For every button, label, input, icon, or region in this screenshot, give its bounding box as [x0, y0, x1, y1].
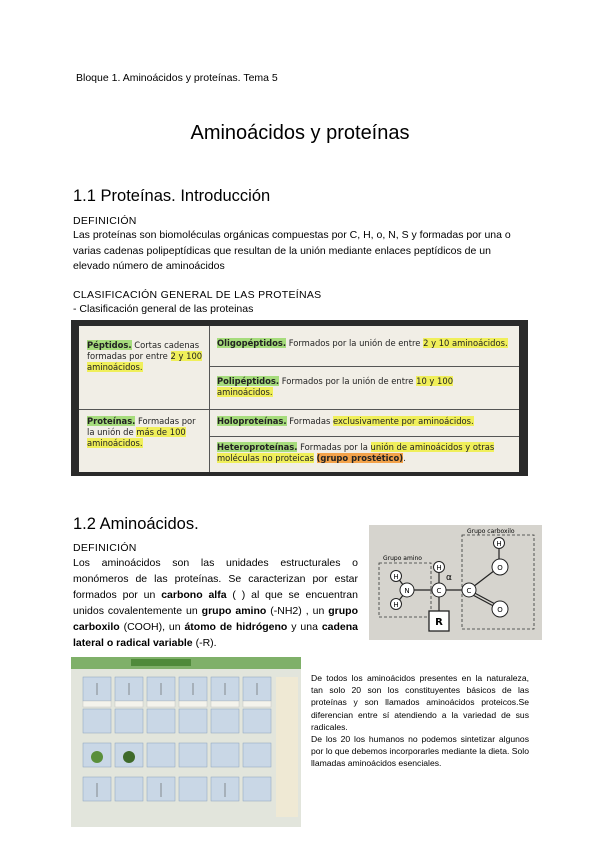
atom-r: R — [435, 617, 443, 628]
atom-c-alpha: C — [436, 587, 442, 595]
aminoacids-chart-photo — [71, 657, 301, 827]
atom-n: N — [404, 587, 410, 595]
classification-label: CLASIFICACIÓN GENERAL DE LAS PROTEÍNAS — [73, 289, 322, 301]
classification-table — [79, 326, 519, 472]
atom-h1: H — [393, 573, 399, 581]
classification-subtitle: - Clasificación general de las proteinas — [73, 303, 254, 315]
side-text-paragraph-1: De todos los aminoácidos presentes en la naturaleza, tan solo 20 son los constituyentes básicos de las proteínas y son llamados aminoácidos proteicos.Se diferencian entre sí atendiendo a la variedad de sus radicales. — [311, 673, 529, 732]
cell-holoproteinas: Holoproteínas. Formadas exclusivamente por aminoácidos. — [217, 416, 474, 426]
atom-h2: H — [393, 601, 399, 609]
section-heading-aminoacidos: 1.2 Aminoácidos. — [73, 515, 199, 533]
classification-table-photo — [71, 320, 528, 476]
section-heading-proteinas: 1.1 Proteínas. Introducción — [73, 187, 271, 205]
atom-o2: O — [497, 606, 503, 614]
cell-polipeptidos: Polipéptidos. Formados por la unión de entre 10 y 100 aminoácidos. — [217, 376, 454, 397]
aminoacid-structure-photo — [369, 525, 542, 640]
document-header: Bloque 1. Aminoácidos y proteínas. Tema 5 — [76, 72, 278, 84]
atom-h3: H — [436, 564, 442, 572]
grupo-carboxilo-label: Grupo carboxilo — [467, 528, 515, 535]
cell-oligopeptidos: Oligopéptidos. Formados por la unión de entre 2 y 10 aminoácidos. — [217, 338, 508, 348]
cell-peptidos: Péptidos. Cortas cadenas formadas por entre 2 y 100 aminoácidos. — [87, 340, 203, 372]
definition-label: DEFINICIÓN — [73, 215, 137, 227]
aminoacids-side-text — [311, 672, 529, 770]
aminoacid-definition-text: Los aminoácidos son las unidades estructurales o monómeros de las proteínas. Se caracterizan por estar formados por un carbono alfa ( ) al que se encuentran unidos covalentemente un grupo amino (-NH2) , un grupo carboxilo (COOH), un átomo de hidrógeno y una cadena lateral o radical variable (-R). — [73, 557, 358, 649]
grupo-amino-label: Grupo amino — [383, 555, 422, 562]
side-text-paragraph-2: De los 20 los humanos no podemos sintetizar algunos por lo que debemos incorporarles mediante la dieta. Solo llamadas aminoácidos esenciales. — [311, 734, 529, 769]
cell-heteroproteinas: Heteroproteínas. Formadas por la unión de aminoácidos y otras moléculas no proteicas (grupo prostético). — [217, 442, 495, 463]
aminoacids-chart-illustration — [71, 657, 301, 827]
definition-text: Las proteínas son biomoléculas orgánicas compuestas por C, H, o, N, S y formadas por una o varias cadenas polipeptídicas que resultan de la unión mediante enlaces peptídicos de un elevado número de aminoácidos — [73, 229, 511, 272]
page-title: Aminoácidos y proteínas — [190, 122, 410, 144]
definition-label-2: DEFINICIÓN — [73, 542, 137, 554]
atom-h4: H — [496, 540, 502, 548]
atom-c-carboxyl: C — [466, 587, 472, 595]
atom-o1: O — [497, 564, 503, 572]
alpha-symbol: α — [446, 573, 452, 583]
cell-proteinas: Proteínas. Formadas por la unión de más de 100 aminoácidos. — [87, 416, 196, 448]
aminoacid-structure-diagram — [369, 525, 542, 640]
